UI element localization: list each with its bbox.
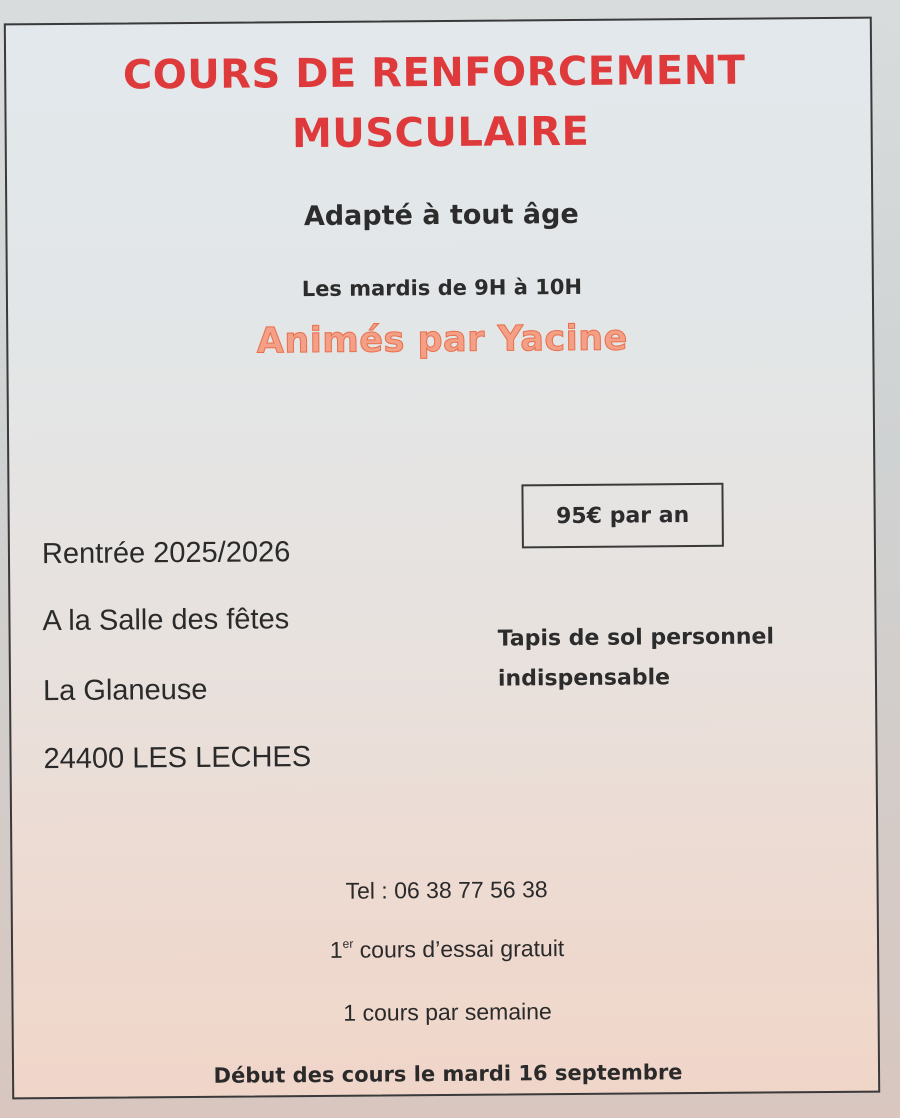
flyer-title-line-2: MUSCULAIRE: [291, 108, 590, 158]
frequency-text: 1 cours par semaine: [343, 998, 552, 1026]
phone-number: Tel : 06 38 77 56 38: [345, 876, 548, 904]
trial-number: 1: [329, 936, 343, 963]
price-box: [521, 483, 723, 549]
free-trial-text: [13, 933, 880, 967]
coach-name: Animés par Yacine: [256, 318, 628, 362]
trial-superscript: er: [342, 936, 354, 951]
city-text: 24400 LES LECHES: [43, 741, 312, 776]
class-schedule: Les mardis de 9H à 10H: [301, 274, 583, 302]
season-text: Rentrée 2025/2026: [41, 536, 291, 571]
venue-text: A la Salle des fêtes: [42, 603, 290, 638]
price-label: 95€ par an: [555, 502, 690, 529]
place-text: La Glaneuse: [42, 673, 208, 708]
flyer-subtitle: Adapté à tout âge: [303, 198, 579, 233]
flyer-title-line-1: COURS DE RENFORCEMENT: [122, 47, 746, 99]
mat-note-line-1: Tapis de sol personnel: [497, 624, 775, 652]
start-date-text: Début des cours le mardi 16 septembre: [213, 1060, 683, 1088]
trial-text: cours d’essai gratuit: [353, 935, 565, 963]
mat-note-line-2: indispensable: [497, 665, 671, 692]
flyer-sheet: [4, 17, 880, 1100]
